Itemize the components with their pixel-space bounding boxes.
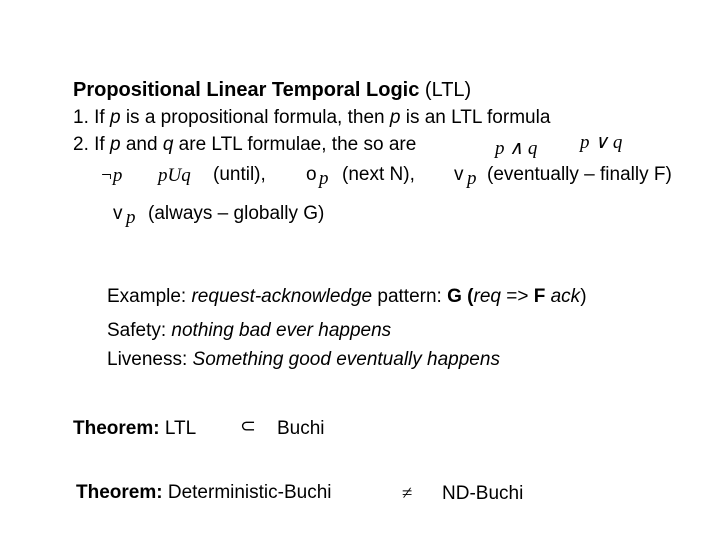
example-f: F	[533, 286, 546, 307]
theorem-1	[73, 418, 196, 440]
not-equal-symbol: ≠	[402, 483, 413, 504]
line1-mid: is a propositional formula, then	[120, 107, 390, 128]
line2-and: and	[120, 134, 163, 155]
eventually-label: (eventually – finally F)	[487, 164, 672, 185]
rule-line-1	[73, 107, 550, 129]
liveness-line	[107, 349, 500, 371]
example-prefix: Example:	[107, 286, 192, 307]
line2-q: q	[162, 134, 174, 155]
example-line	[107, 286, 587, 308]
liveness-text: Something good eventually happens	[192, 349, 500, 370]
until-label: (until),	[213, 164, 266, 185]
theorem2-label: Theorem:	[76, 482, 163, 503]
line1-p2: p	[389, 107, 401, 128]
title-bold: Propositional Linear Temporal Logic	[73, 79, 420, 101]
formula-and: p ∧ q	[495, 138, 538, 159]
next-symbol: o	[306, 164, 317, 185]
example-middle: pattern:	[372, 286, 448, 307]
title-rest: (LTL)	[424, 79, 472, 101]
slide-title	[73, 78, 471, 102]
theorem1-label: Theorem:	[73, 418, 160, 439]
safety-text: nothing bad ever happens	[171, 320, 392, 341]
theorem2-right: ND-Buchi	[442, 483, 524, 504]
example-ack: ack	[545, 286, 581, 307]
theorem1-left: LTL	[159, 418, 197, 439]
liveness-label: Liveness:	[107, 349, 193, 370]
always-p: p	[126, 207, 136, 228]
formula-not: ¬p	[100, 165, 123, 186]
line1-prefix: 1. If	[73, 107, 110, 128]
example-open: (	[461, 286, 474, 307]
eventually-p: p	[467, 168, 477, 189]
theorem-2	[76, 482, 332, 504]
safety-line	[107, 320, 391, 342]
always-label: (always – globally G)	[148, 203, 325, 224]
line1-p: p	[109, 107, 121, 128]
theorem2-left: Deterministic-Buchi	[162, 482, 332, 503]
rule-line-2	[73, 134, 416, 156]
safety-label: Safety:	[107, 320, 172, 341]
example-close: )	[580, 286, 587, 307]
line1-suffix: is an LTL formula	[400, 107, 551, 128]
next-label: (next N),	[342, 164, 415, 185]
example-req: req	[473, 286, 501, 307]
eventually-symbol: v	[454, 164, 464, 185]
line2-suffix: are LTL formulae, the so are	[173, 134, 417, 155]
theorem1-right: Buchi	[277, 418, 325, 439]
line2-prefix: 2. If	[73, 134, 110, 155]
formula-or: p ∨ q	[580, 132, 623, 153]
example-pattern-name: request-acknowledge	[191, 286, 373, 307]
always-symbol: v	[113, 203, 123, 224]
formula-until: pUq	[158, 165, 191, 186]
example-arrow: =>	[500, 286, 534, 307]
example-g: G	[447, 286, 462, 307]
subset-symbol: ⊂	[240, 416, 256, 437]
next-p: p	[319, 168, 329, 189]
line2-p: p	[109, 134, 121, 155]
